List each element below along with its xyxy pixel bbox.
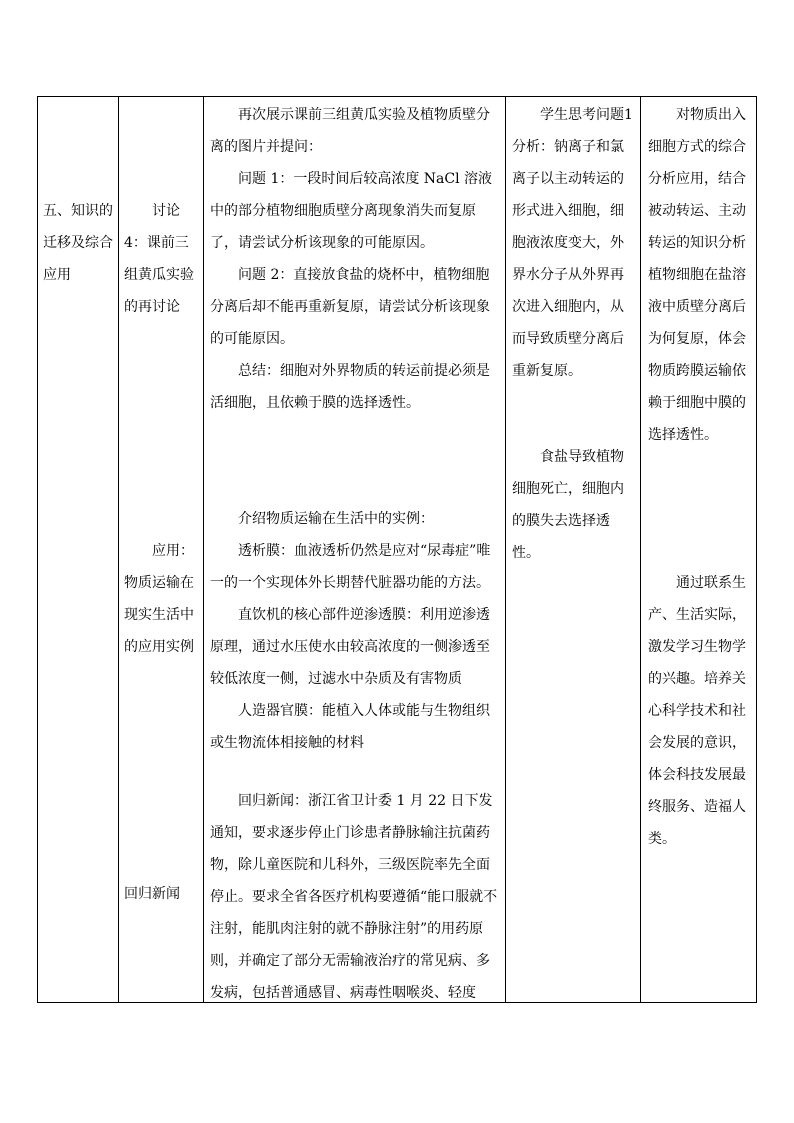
news-text: 回归新闻：浙江省卫计委 1 月 22 日下发通知，要求逐步停止门诊患者静脉输注抗菌药物，除儿童医院和儿科外，三级医院率先全面停止。要求全省各医疗机构要遵循“能口服就不注射，能肌肉注射的就不静脉注射”的用药原则，并确定了部分无需输液治疗的常见病、多发病，包括普通感冒、病毒性咽喉炎、轻度 <box>210 793 498 1001</box>
return-news-label: 回归新闻 <box>124 886 180 902</box>
reverse-osmosis-text: 直饮机的核心部件逆渗透膜：利用逆渗透原理，通过水压使水由较高浓度的一侧渗透至较低浓度一侧，过滤水中杂质及有害物质 <box>210 607 490 687</box>
lesson-plan-table <box>37 96 757 1003</box>
teacher-activity-cell <box>204 97 506 1003</box>
design-intent-2: 通过联系生产、生活实际，激发学习生物学的兴趣。培养关心科学技术和社会发展的意识，体会科技发展最终服务、造福人类。 <box>648 575 746 847</box>
discussion-4-label: 讨论4：课前三组黄瓜实验的再讨论 <box>124 203 194 315</box>
artificial-organ-membrane-text: 人造器官膜：能植入人体或能与生物组织或生物流体相接触的材料 <box>210 703 490 751</box>
intro-text: 再次展示课前三组黄瓜实验及植物质壁分离的图片并提问： <box>210 107 490 155</box>
table-row <box>38 97 757 1003</box>
activity-cell <box>119 97 204 1003</box>
student-activity-cell <box>506 97 641 1003</box>
question-1: 问题 1：一段时间后较高浓度 NaCl 溶液中的部分植物细胞质壁分离现象消失而复原了，请尝试分析该现象的可能原因。 <box>210 171 493 251</box>
summary-text: 总结：细胞对外界物质的转运前提必须是活细胞，且依赖于膜的选择透性。 <box>210 363 490 411</box>
section-title: 五、知识的迁移及综合应用 <box>43 203 113 283</box>
question-1-analysis: 学生思考问题1分析：钠离子和氯离子以主动转运的形式进入细胞，细胞液浓度变大，外界水分子从外界再次进入细胞内，从而导致质壁分离后重新复原。 <box>512 107 633 379</box>
design-intent-1: 对物质出入细胞方式的综合分析应用，结合被动转运、主动转运的知识分析植物细胞在盐溶液中质壁分离后为何复原，体会物质跨膜运输依赖于细胞中膜的选择透性。 <box>648 107 746 443</box>
design-intent-cell <box>641 97 757 1003</box>
question-2-analysis: 食盐导致植物细胞死亡，细胞内的膜失去选择透性。 <box>512 449 624 561</box>
section-cell <box>38 97 119 1003</box>
life-examples-intro: 介绍物质运输在生活中的实例： <box>238 511 434 527</box>
dialysis-membrane-text: 透析膜：血液透析仍然是应对“尿毒症”唯一的一个实现体外长期替代脏器功能的方法。 <box>210 543 491 591</box>
question-2: 问题 2：直接放食盐的烧杯中，植物细胞分离后却不能再重新复原，请尝试分析该现象的可能原因。 <box>210 267 490 347</box>
application-label: 应用：物质运输在现实生活中的应用实例 <box>124 543 194 655</box>
